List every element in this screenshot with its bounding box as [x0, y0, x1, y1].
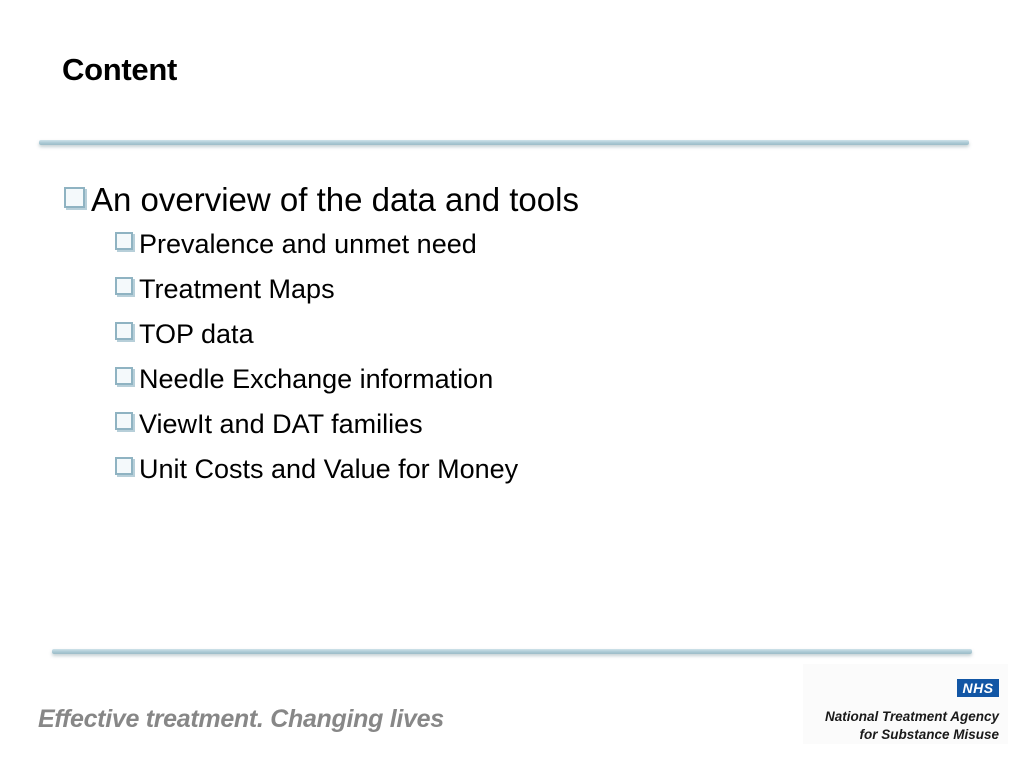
checkbox-bullet-icon	[115, 322, 133, 340]
sub-bullet-item	[115, 447, 579, 492]
sub-bullet-item	[115, 312, 579, 357]
checkbox-bullet-icon	[115, 232, 133, 250]
slide-title: Content	[62, 52, 177, 87]
top-divider	[39, 140, 969, 145]
nta-logo	[803, 664, 1008, 744]
sub-bullet-item	[115, 402, 579, 447]
footer-tagline: Effective treatment. Changing lives	[38, 705, 444, 733]
bottom-divider	[52, 649, 972, 654]
checkbox-bullet-icon	[115, 457, 133, 475]
agency-name	[825, 708, 999, 744]
checkbox-bullet-icon	[115, 367, 133, 385]
agency-name-line2: for Substance Misuse	[859, 727, 999, 742]
bullet-text: Needle Exchange information	[139, 364, 494, 394]
bullet-text: Unit Costs and Value for Money	[139, 454, 519, 484]
sub-bullet-item	[115, 222, 579, 267]
bullet-text: Prevalence and unmet need	[139, 229, 477, 259]
checkbox-bullet-icon	[115, 412, 133, 430]
bullet-item	[64, 178, 579, 222]
checkbox-bullet-icon	[64, 187, 85, 208]
bullet-text: Treatment Maps	[139, 274, 335, 304]
sub-bullet-item	[115, 357, 579, 402]
bullet-text: An overview of the data and tools	[91, 181, 579, 218]
bullet-text: ViewIt and DAT families	[139, 409, 423, 439]
sub-bullet-item	[115, 267, 579, 312]
nhs-logo-icon: NHS	[957, 679, 999, 697]
agency-name-line1: National Treatment Agency	[824, 709, 999, 724]
bullet-list	[64, 178, 579, 492]
checkbox-bullet-icon	[115, 277, 133, 295]
bullet-text: TOP data	[139, 319, 254, 349]
